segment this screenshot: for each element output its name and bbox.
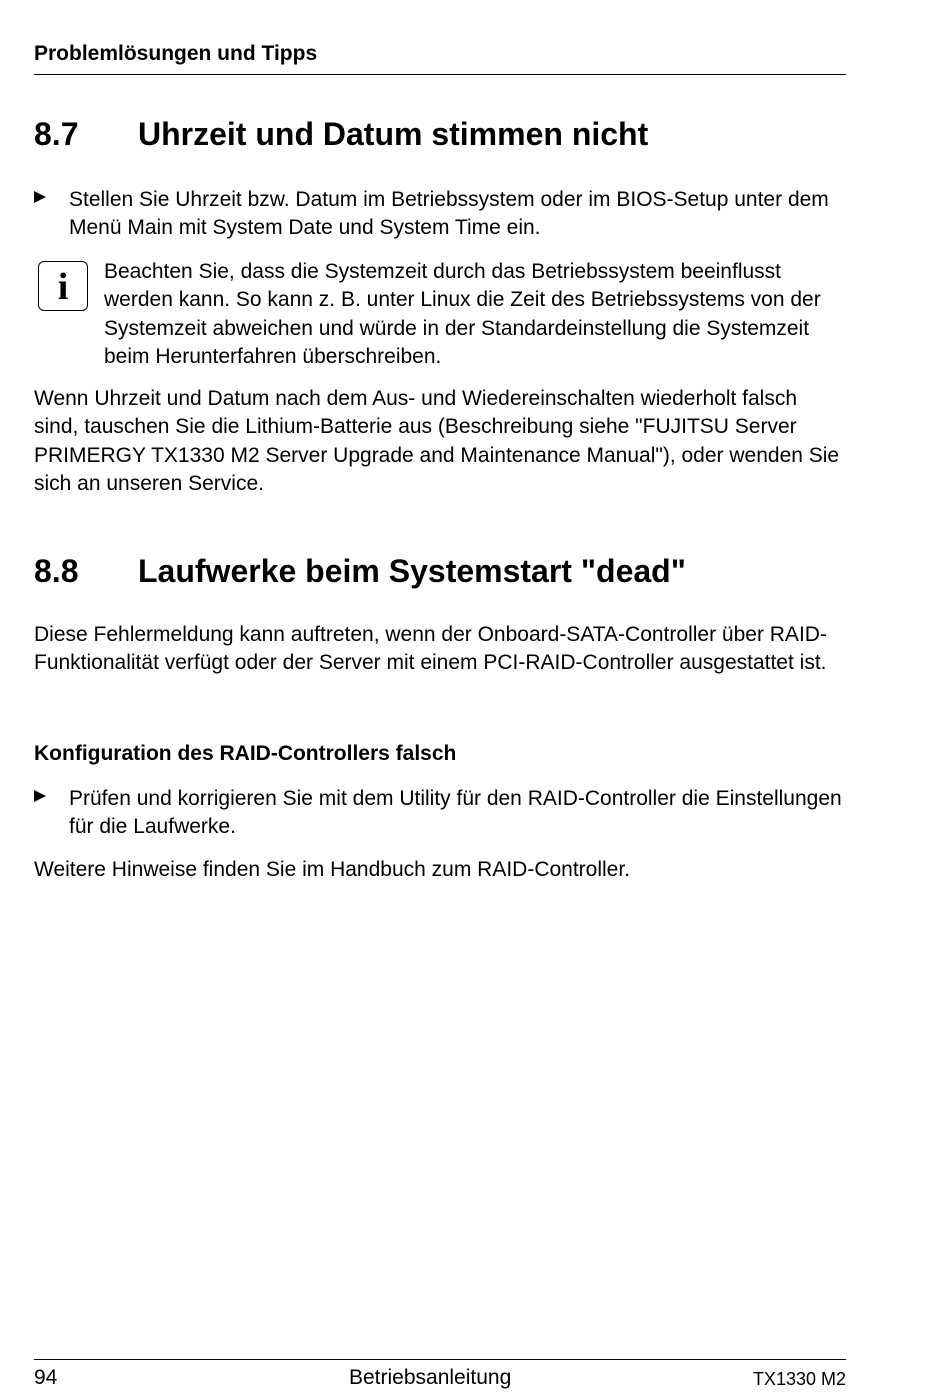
intro-paragraph: Diese Fehlermeldung kann auftreten, wenn der Onboard-SATA-Controller über RAID-Funktionalität verfügt oder der Server mit einem PCI-RAID-Controller ausgestattet ist. bbox=[34, 623, 827, 675]
page-number: 94 bbox=[34, 1366, 58, 1389]
section-heading-8-7 bbox=[34, 114, 846, 154]
step-arrow-icon bbox=[34, 790, 46, 802]
step-text: Prüfen und korrigieren Sie mit dem Utility für den RAID-Controller die Einstellungen für die Laufwerke. bbox=[69, 787, 842, 838]
section-heading-8-8 bbox=[34, 551, 846, 591]
page-header bbox=[34, 40, 846, 75]
product-model: TX1330 M2 bbox=[752, 1369, 846, 1389]
document-page bbox=[34, 0, 846, 1391]
chapter-title: Problemlösungen und Tipps bbox=[34, 42, 318, 65]
info-note bbox=[34, 258, 849, 373]
document-type: Betriebsanleitung bbox=[349, 1366, 512, 1389]
page-footer bbox=[34, 1359, 846, 1392]
section-number: 8.7 bbox=[34, 116, 79, 152]
info-icon: i bbox=[38, 261, 88, 311]
step-arrow-icon bbox=[34, 191, 46, 203]
step-text: Stellen Sie Uhrzeit bzw. Datum im Betriebssystem oder im BIOS-Setup unter dem Menü Main mit System Date und System Time ein. bbox=[69, 188, 829, 239]
section-title: Laufwerke beim Systemstart "dead" bbox=[138, 553, 686, 589]
closing-paragraph: Weitere Hinweise finden Sie im Handbuch zum RAID-Controller. bbox=[34, 858, 631, 881]
section-number: 8.8 bbox=[34, 553, 79, 589]
section-title: Uhrzeit und Datum stimmen nicht bbox=[138, 116, 649, 152]
battery-paragraph: Wenn Uhrzeit und Datum nach dem Aus- und Wiedereinschalten wiederholt falsch sind, tauschen Sie die Lithium-Batterie aus (Beschreibung siehe "FUJITSU Server PRIMERGY TX1330 M2 Server Upgrade and Maintenance Manual"), oder wenden Sie sich an unseren Service. bbox=[34, 387, 840, 495]
note-text: Beachten Sie, dass die Systemzeit durch das Betriebssystem beeinflusst werden kann. So kann z. B. unter Linux die Zeit des Betriebssystems von der Systemzeit abweichen und würde in der Standardeinstellung die Systemzeit beim Herunterfahren überschreiben. bbox=[104, 260, 821, 368]
subsection-heading: Konfiguration des RAID-Controllers falsch bbox=[34, 742, 457, 765]
